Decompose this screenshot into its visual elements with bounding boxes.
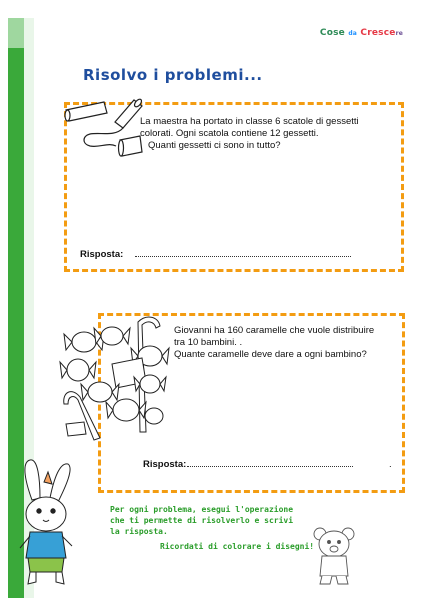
logo-text-3: Cresce: [360, 28, 396, 38]
logo-text-4: re: [395, 30, 403, 37]
problem-1-line-1: La maestra ha portato in classe 6 scatole di gessetti: [140, 116, 359, 127]
problem-2-text: [174, 325, 399, 360]
bunny-mascot-illustration: [14, 458, 84, 588]
logo-text-1: Cose: [319, 28, 345, 38]
problem-2-end-mark: .: [389, 459, 392, 470]
problem-2-line-2: tra 10 bambini. .: [174, 336, 243, 348]
chalk-illustration: [60, 92, 150, 172]
problem-1-answer-line[interactable]: [135, 256, 351, 257]
problem-1-question: Quanti gessetti ci sono in tutto?: [148, 139, 281, 151]
problem-1-line-2: colorati. Ogni scatola contiene 12 gessetti.: [140, 127, 319, 139]
reminder-text: Ricordati di colorare i disegni!: [160, 542, 315, 551]
problem-1-answer-label: Risposta:: [80, 249, 124, 260]
problem-2-line-1: Giovanni ha 160 caramelle che vuole distribuire: [174, 325, 375, 336]
candies-illustration: [60, 312, 170, 447]
logo-text-2: da: [348, 30, 358, 37]
problem-2-question: Quante caramelle deve dare a ogni bambino?: [174, 348, 367, 360]
problem-2-answer-label: Risposta:: [143, 459, 187, 470]
bear-outline-illustration: [310, 524, 358, 586]
problem-1-text: [140, 116, 390, 151]
instructions-text: Per ogni problema, esegui l'operazione che ti permette di risolverlo e scrivi la risposta.: [110, 505, 294, 536]
left-band-highlight: [8, 18, 24, 48]
site-logo: [320, 28, 403, 38]
page-title: Risolvo i problemi...: [83, 66, 263, 84]
problem-2-answer-line[interactable]: [187, 466, 353, 467]
